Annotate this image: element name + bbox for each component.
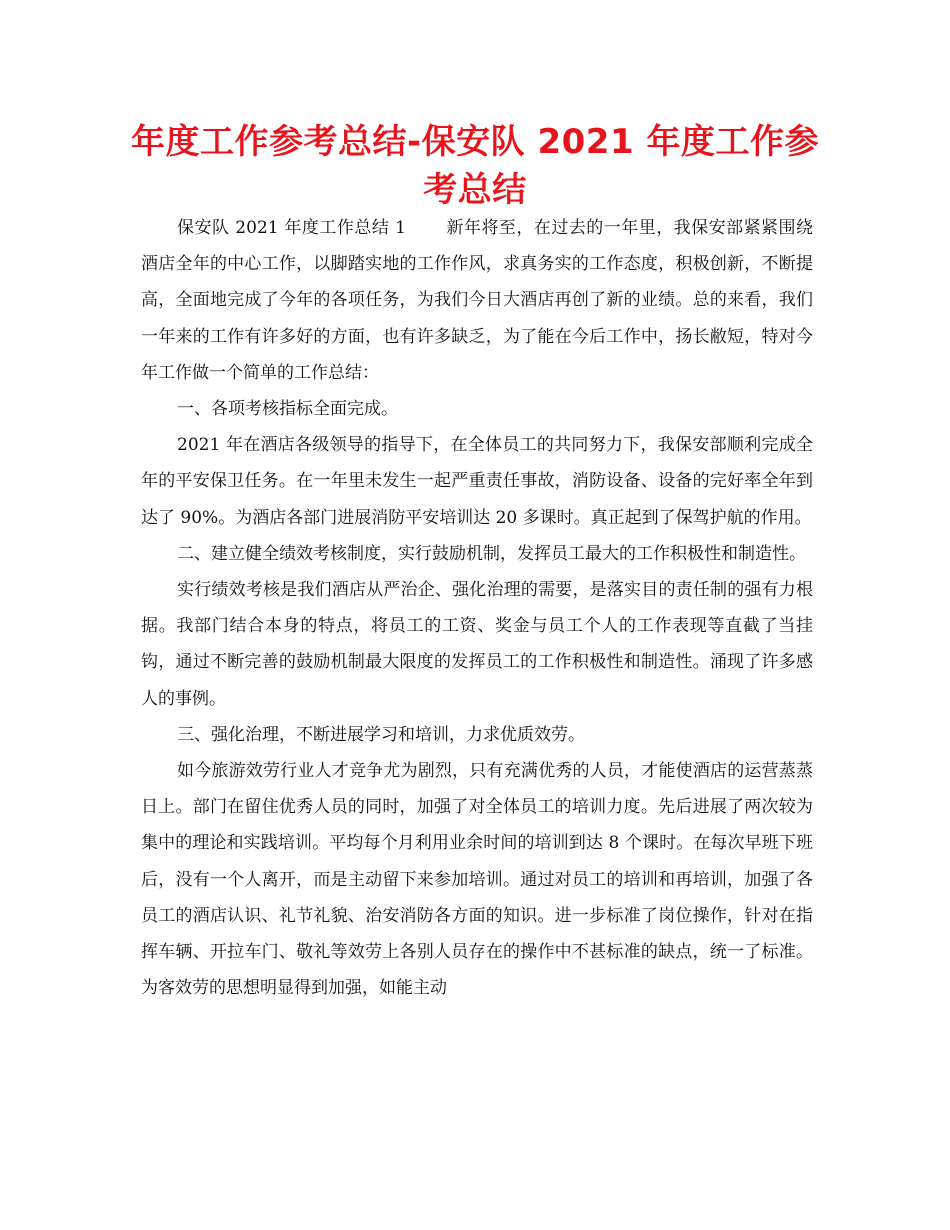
section-heading-2: 二、建立健全绩效考核制度，实行鼓励机制，发挥员工最大的工作积极性和制造性。 [177, 543, 806, 564]
paragraph-section-2: 实行绩效考核是我们酒店从严治企、强化治理的需要，是落实目的责任制的强有力根据。我部门结合本身的特点，将员工的工资、奖金与员工个人的工作表现等直截了当挂钩，通过不断完善的鼓励机制最大限度的发挥员工的工作积极性和制造性。涌现了许多感人的事例。 [141, 580, 813, 709]
paragraph-section-3: 如今旅游效劳行业人才竞争尤为剧烈，只有充满优秀的人员，才能使酒店的运营蒸蒸日上。部门在留住优秀人员的同时，加强了对全体员工的培训力度。先后进展了两次较为集中的理论和实践培训。平均每个月利用业余时间的培训到达 8 个课时。在每次早班下班后，没有一个人离开，而是主动留下来参加培训。通过对员工的培训和再培训，加强了各员工的酒店认识、礼节礼貌、治安消防各方面的知识。进一步标准了岗位操作，针对在指挥车辆、开拉车门、敬礼等效劳上各别人员存在的操作中不甚标准的缺点，统一了标准。为客效劳的思想明显得到加强，如能主动 [141, 761, 813, 999]
section-heading-3: 三、强化治理，不断进展学习和培训，力求优质效劳。 [177, 724, 585, 745]
section-heading-1: 一、各项考核指标全面完成。 [177, 399, 398, 420]
paragraph-intro [141, 210, 813, 391]
paragraph-section-1: 2021 年在酒店各级领导的指导下，在全体员工的共同努力下，我保安部顺利完成全年的平安保卫任务。在一年里未发生一起严重责任事故，消防设备、设备的完好率全年到达了 90%。为酒店各部门进展消防平安培训达 20 多课时。真正起到了保驾护航的作用。 [141, 435, 813, 528]
intro-heading: 保安队 2021 年度工作总结 1 [177, 218, 407, 238]
document-body [141, 210, 813, 1006]
document-title: 年度工作参考总结-保安队 2021 年度工作参考总结 [131, 122, 819, 210]
intro-text: 新年将至，在过去的一年里，我保安部紧紧围绕酒店全年的中心工作，以脚踏实地的工作作风，求真务实的工作态度，积极创新，不断提高，全面地完成了今年的各项任务，为我们今日大酒店再创了新的业绩。总的来看，我们一年来的工作有许多好的方面，也有许多缺乏，为了能在今后工作中，扬长敝短，特对今年工作做一个简单的工作总结： [141, 218, 814, 383]
